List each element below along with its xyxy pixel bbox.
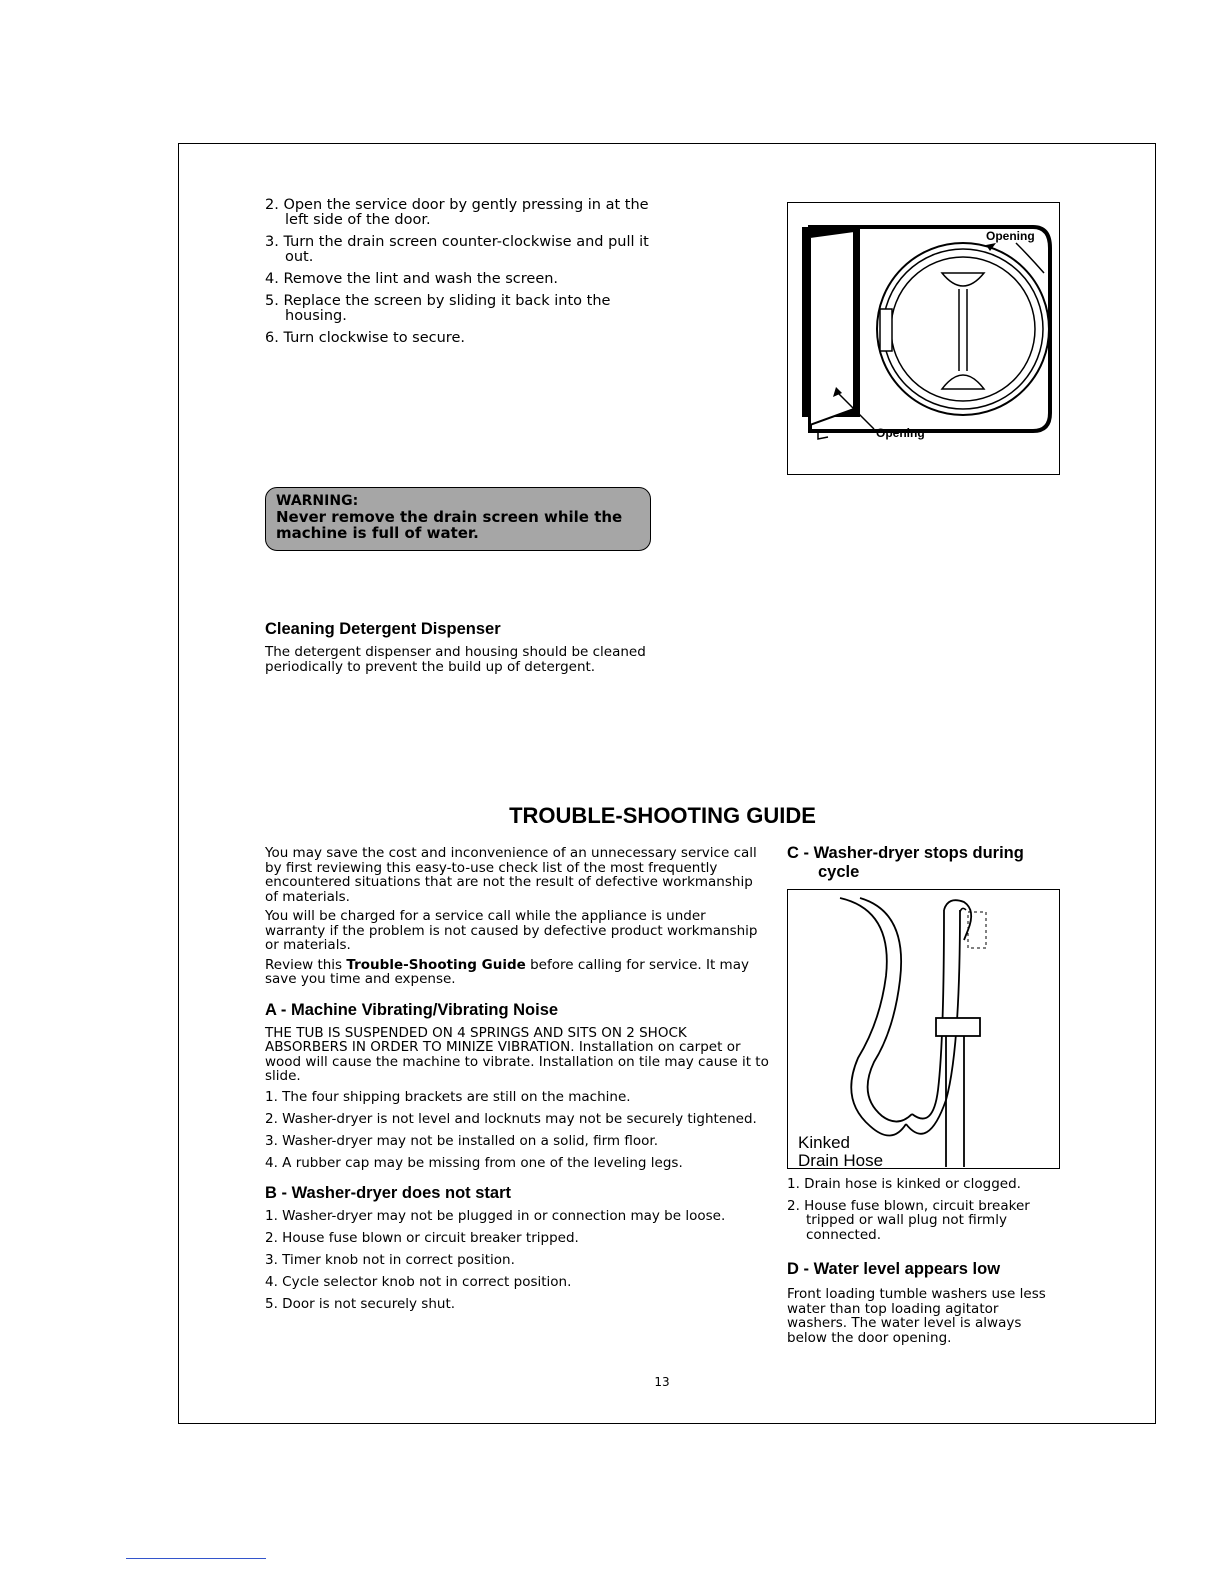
guide-title: TROUBLE-SHOOTING GUIDE bbox=[509, 803, 816, 828]
service-door-figure bbox=[787, 202, 1060, 475]
step-item: 3. Turn the drain screen counter-clockwise and pull it out. bbox=[265, 234, 649, 265]
intro3-text: Review this bbox=[265, 956, 347, 973]
drain-hose-illustration bbox=[788, 890, 1058, 1167]
section-c-header bbox=[787, 844, 1060, 882]
guide-intro-1: You may save the cost and inconvenience of an unnecessary service call by first reviewing this easy-to-use check list of the most frequently encountered situations that are not the result of defective workmanship of materials. bbox=[265, 845, 757, 905]
kinked-hose-figure bbox=[787, 889, 1060, 1169]
page-number: 13 bbox=[654, 1375, 670, 1389]
opening-label-top: Opening bbox=[986, 229, 1035, 243]
list-item: 1. The four shipping brackets are still on the machine. bbox=[265, 1088, 631, 1105]
step-item: 2. Open the service door by gently pressing in at the left side of the door. bbox=[265, 197, 649, 228]
section-c-list bbox=[787, 1177, 1060, 1249]
section-b-list bbox=[265, 1209, 770, 1311]
list-item: 2. House fuse blown, circuit breaker tripped or wall plug not firmly connected. bbox=[787, 1197, 1030, 1243]
intro3-bold: Trouble-Shooting Guide bbox=[346, 956, 526, 973]
list-item: 2. House fuse blown or circuit breaker tripped. bbox=[265, 1229, 579, 1246]
section-d bbox=[787, 1260, 1060, 1345]
section-c-heading-line1: C - Washer-dryer stops during bbox=[787, 844, 1024, 862]
guide-left-column bbox=[265, 846, 770, 1319]
list-item: 2. Washer-dryer is not level and locknuts may not be securely tightened. bbox=[265, 1110, 757, 1127]
warning-text: Never remove the drain screen while the machine is full of water. bbox=[276, 508, 623, 542]
section-c-heading bbox=[787, 844, 1060, 882]
list-item: 1. Drain hose is kinked or clogged. bbox=[787, 1176, 1021, 1192]
section-c-heading-line2: cycle bbox=[818, 863, 860, 881]
drain-screen-steps bbox=[265, 198, 655, 353]
service-door-illustration bbox=[788, 203, 1058, 473]
warning-title: WARNING: bbox=[276, 493, 359, 509]
intro3-text-after: before calling for service. It may save you time and expense. bbox=[265, 956, 749, 987]
cleaning-section bbox=[265, 620, 665, 674]
list-item: 4. Cycle selector knob not in correct position. bbox=[265, 1273, 572, 1290]
cleaning-heading: Cleaning Detergent Dispenser bbox=[265, 620, 501, 638]
section-a-list bbox=[265, 1090, 770, 1170]
kinked-label: Kinked bbox=[798, 1133, 850, 1152]
list-item: 3. Timer knob not in correct position. bbox=[265, 1251, 515, 1268]
list-item: 5. Door is not securely shut. bbox=[265, 1295, 456, 1312]
section-d-heading: D - Water level appears low bbox=[787, 1260, 1001, 1278]
list-item: 1. Washer-dryer may not be plugged in or connection may be loose. bbox=[265, 1207, 726, 1224]
section-a-heading: A - Machine Vibrating/Vibrating Noise bbox=[265, 1000, 559, 1019]
guide-intro-2: You will be charged for a service call while the appliance is under warranty if the problem is not caused by defective product workmanship or materials. bbox=[265, 908, 758, 953]
guide-intro-3 bbox=[265, 958, 770, 987]
list-item: 3. Washer-dryer may not be installed on a solid, firm floor. bbox=[265, 1132, 658, 1149]
opening-label-bottom: Opening bbox=[876, 426, 925, 440]
footer-rule bbox=[126, 1558, 266, 1559]
cleaning-text: The detergent dispenser and housing should be cleaned periodically to prevent the build up of detergent. bbox=[265, 644, 646, 675]
step-item: 5. Replace the screen by sliding it back into the housing. bbox=[265, 293, 611, 324]
drain-hose-label: Drain Hose bbox=[798, 1151, 884, 1167]
warning-box bbox=[265, 487, 651, 551]
section-a-text: THE TUB IS SUSPENDED ON 4 SPRINGS AND SITS ON 2 SHOCK ABSORBERS IN ORDER TO MINIZE VIBRATION. Installation on carpet or wood will cause the machine to vibrate. Installation on tile may cause it to slide. bbox=[265, 1024, 769, 1084]
list-item: 4. A rubber cap may be missing from one of the leveling legs. bbox=[265, 1154, 683, 1171]
step-item: 6. Turn clockwise to secure. bbox=[265, 330, 465, 346]
section-d-text: Front loading tumble washers use less water than top loading agitator washers. The water level is always below the door opening. bbox=[787, 1286, 1046, 1346]
step-item: 4. Remove the lint and wash the screen. bbox=[265, 271, 559, 287]
section-b-heading: B - Washer-dryer does not start bbox=[265, 1183, 512, 1202]
